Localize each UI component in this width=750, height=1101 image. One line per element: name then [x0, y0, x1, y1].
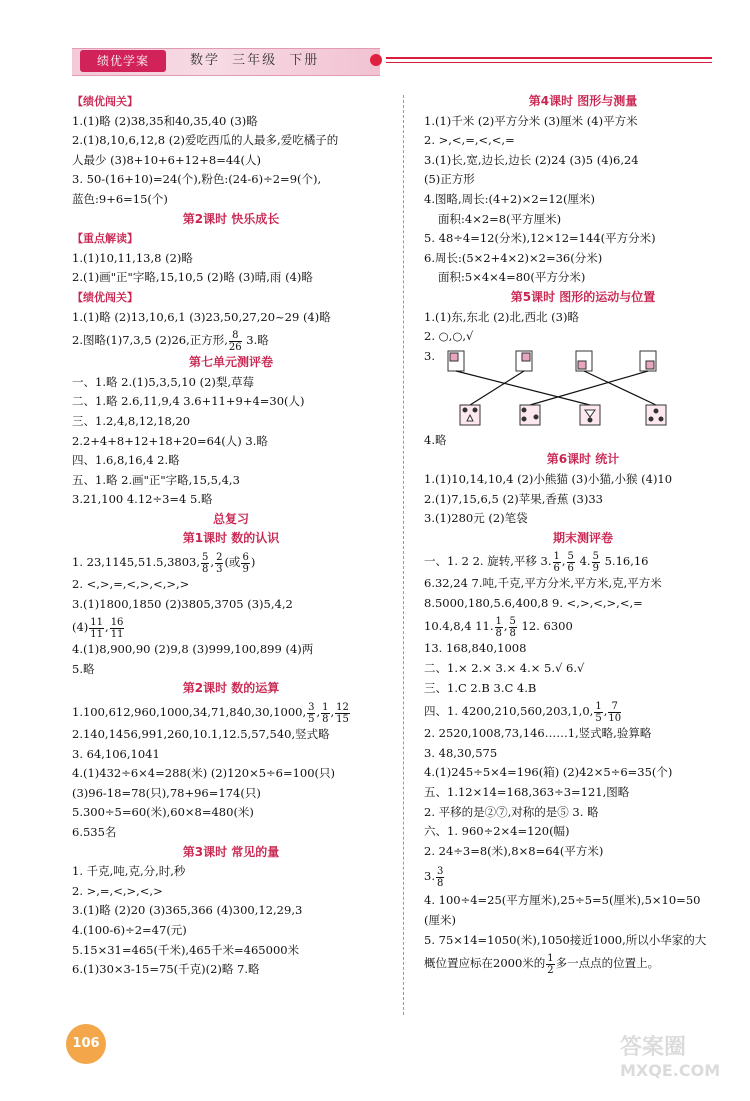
top-card-1 — [448, 351, 464, 371]
numerator: 1 — [495, 615, 502, 627]
answer-line: 4.(1)245÷5×4=196(箱) (2)42×5÷6=35(个) — [424, 765, 673, 780]
answer-text: 1. 23,1145,51.5,3803, — [72, 555, 201, 570]
answer-line: 2. 24÷3=8(米),8×8=64(平方米) — [424, 843, 604, 858]
column-divider — [403, 95, 404, 1015]
answer-text: , — [603, 704, 608, 719]
answer-line: 2. 平移的是②⑦,对称的是⑤ 3. 略 — [424, 804, 599, 819]
answer-line: 6.周长:(5×2+4×2)×2=36(分米) — [424, 250, 603, 265]
left-column — [72, 92, 390, 980]
numerator: 2 — [216, 551, 223, 563]
denominator: 5 — [595, 712, 602, 724]
answer-line: 3.21,100 4.12÷3=4 5.略 — [72, 492, 213, 507]
lesson-title: 第3课时 常见的量 — [182, 844, 280, 859]
answer-line: 1.(1)略 (2)38,35和40,35,40 (3)略 — [72, 113, 258, 128]
lesson-title: 第2课时 数的运算 — [182, 681, 280, 696]
numerator: 1 — [322, 701, 329, 713]
fraction — [335, 702, 350, 725]
answer-line: 面积:5×4×4=80(平方分米) — [438, 270, 586, 285]
denominator: 8 — [495, 627, 502, 639]
answer-line: 1.(1)10,14,10,4 (2)小熊猫 (3)小猫,小猴 (4)10 — [424, 471, 673, 486]
answer-line: 3. 50-(16+10)=24(个),粉色:(24-6)÷2=9(个), — [72, 172, 322, 187]
fraction — [215, 552, 223, 575]
top-card-2 — [516, 351, 532, 371]
answer-text: 四、1. 4200,210,560,203,1,0, — [424, 704, 594, 719]
answer-text: , — [210, 555, 215, 570]
answer-text: , — [330, 705, 335, 720]
answer-line: 2.2+4+8+12+18+20=64(人) 3.略 — [72, 433, 268, 448]
denominator: 11 — [110, 628, 124, 640]
answer-text: 4. — [575, 554, 591, 569]
bottom-card-4 — [646, 405, 666, 425]
section-tag: 【绩优闯关】 — [72, 290, 138, 304]
matching-figure — [444, 347, 674, 431]
answer-line: 3.(1)略 (2)20 (3)365,366 (4)300,12,29,3 — [72, 903, 303, 918]
top-card-4 — [640, 351, 656, 371]
section-tag: 【绩优闯关】 — [72, 95, 138, 108]
denominator: 8 — [202, 563, 209, 575]
fraction — [229, 330, 242, 353]
answer-line — [424, 548, 742, 574]
answer-line: 4.(1)432÷6×4=288(米) (2)120×5÷6=100(只) — [72, 766, 336, 781]
numerator: 11 — [90, 616, 104, 628]
fraction — [567, 551, 575, 574]
answer-line: 4.(1)8,900,90 (2)9,8 (3)999,100,899 (4)两 — [72, 642, 314, 657]
fraction — [201, 552, 209, 575]
header-dot — [370, 54, 382, 66]
denominator: 26 — [228, 341, 242, 353]
numerator: 8 — [229, 330, 242, 342]
fraction — [89, 617, 104, 640]
answer-line: 2. >,<,=,<,<,= — [424, 133, 515, 148]
answer-line: 五、1.略 2.画"正"字略,15,5,4,3 — [72, 472, 240, 487]
numerator: 5 — [567, 550, 574, 562]
fraction — [495, 616, 503, 639]
page-number: 106 — [66, 1024, 106, 1064]
denominator: 8 — [322, 713, 329, 725]
lesson-title: 第2课时 快乐成长 — [182, 211, 280, 226]
answer-line: 3.(1)1800,1850 (2)3805,3705 (3)5,4,2 — [72, 596, 293, 611]
unit-test-title: 第七单元测评卷 — [188, 355, 273, 370]
answer-line — [424, 613, 742, 639]
fraction — [321, 702, 329, 725]
numerator: 5 — [592, 550, 599, 562]
answer-line — [72, 699, 390, 725]
answer-text: ) — [250, 555, 256, 570]
lesson-title: 第1课时 数的认识 — [182, 531, 280, 546]
header-rule-thin — [386, 62, 712, 63]
answer-text: 多一点点的位置上。 — [555, 956, 660, 971]
numerator: 6 — [242, 551, 249, 563]
fraction — [594, 701, 602, 724]
answer-line — [424, 698, 742, 724]
answer-line: 3. 64,106,1041 — [72, 746, 160, 761]
numerator: 3 — [436, 865, 444, 877]
book-logo: 绩优学案 — [80, 50, 166, 72]
answer-line: 1. 千克,吨,克,分,时,秒 — [72, 864, 186, 879]
answer-line — [72, 614, 390, 640]
numerator: 3 — [308, 701, 315, 713]
answer-line: 3. 48,30,575 — [424, 745, 498, 760]
answer-line: 8.5000,180,5.6,400,8 9. <,>,<,>,<,= — [424, 595, 643, 610]
answer-text: 2.图略(1)7,3,5 (2)26,正方形, — [72, 333, 228, 348]
denominator: 6 — [567, 562, 574, 574]
answer-line: (厘米) — [424, 913, 456, 927]
answer-line: (5)正方形 — [424, 172, 475, 187]
answer-line: 一、1.略 2.(1)5,3,5,10 (2)梨,草莓 — [72, 374, 255, 389]
answer-text: 5.16,16 — [600, 554, 649, 569]
denominator: 9 — [592, 562, 599, 574]
answer-line: 五、1.12×14=168,363÷3=121,图略 — [424, 785, 630, 800]
answer-line: 二、1.略 2.6,11,9,4 3.6+11+9+4=30(人) — [72, 394, 305, 409]
numerator: 7 — [608, 701, 621, 713]
answer-line: 5.300÷5=60(米),60×8=480(米) — [72, 805, 254, 820]
denominator: 6 — [553, 562, 560, 574]
answer-line: 2.140,1456,991,260,10.1,12.5,57,540,竖式略 — [72, 727, 330, 742]
lesson-title: 第5课时 图形的运动与位置 — [510, 289, 656, 304]
matching-lines — [456, 371, 656, 405]
watermark — [620, 1030, 740, 1096]
answer-text: , — [316, 705, 321, 720]
answer-line: 5. 48÷4=12(分米),12×12=144(平方分米) — [424, 231, 656, 246]
answer-line: 5.略 — [72, 661, 95, 676]
answer-text: , — [503, 619, 508, 634]
fraction — [608, 701, 621, 724]
answer-text: (4) — [72, 620, 89, 635]
answer-text: 一、1. 2 2. 旋转,平移 3. — [424, 554, 552, 569]
answer-line: 2. <,>,=,<,>,<,>,> — [72, 577, 190, 592]
answer-line: 2.(1)画"正"字略,15,10,5 (2)略 (3)晴,雨 (4)略 — [72, 270, 313, 285]
answer-line — [424, 950, 742, 976]
answer-line: 人最少 (3)8+10+6+12+8=44(人) — [72, 152, 261, 167]
answer-text: , — [105, 620, 109, 635]
denominator: 11 — [90, 628, 104, 640]
answer-line: 1.(1)东,东北 (2)北,西北 (3)略 — [424, 309, 579, 324]
answer-text: 3.略 — [242, 333, 269, 348]
answer-line: (3)96-18=78(只),78+96=174(只) — [72, 785, 261, 800]
numerator: 1 — [595, 700, 602, 712]
answer-line — [424, 861, 742, 891]
page-header — [0, 42, 750, 78]
watermark-url: MXQE.COM — [620, 1061, 721, 1080]
final-test-title: 期末测评卷 — [552, 530, 613, 545]
section-tag: 【重点解读】 — [72, 232, 138, 246]
answer-line: 5. 75×14=1050(米),1050接近1000,所以小华家的大 — [424, 932, 707, 947]
answer-text: 10.4,8,4 11. — [424, 619, 494, 634]
fraction — [436, 866, 444, 889]
answer-line: 三、1.C 2.B 3.C 4.B — [424, 680, 537, 695]
answer-line: 面积:4×2=8(平方厘米) — [438, 211, 562, 226]
answer-line: 1.(1)千米 (2)平方分米 (3)厘米 (4)平方米 — [424, 113, 638, 128]
denominator: 10 — [608, 712, 622, 724]
denominator: 2 — [547, 964, 554, 976]
denominator: 5 — [308, 713, 315, 725]
denominator: 8 — [436, 877, 444, 889]
denominator: 3 — [216, 563, 223, 575]
bottom-card-1 — [460, 405, 480, 425]
fraction — [553, 551, 561, 574]
matching-diagram — [424, 347, 742, 431]
answer-line: 二、1.× 2.× 3.× 4.× 5.√ 6.√ — [424, 661, 585, 676]
book-title: 数学 三年级 下册 — [190, 53, 320, 68]
answer-line: 4. 100÷4=25(平方厘米),25÷5=5(厘米),5×10=50 — [424, 893, 701, 908]
fraction — [241, 552, 249, 575]
numerator: 16 — [110, 616, 124, 628]
bottom-card-2 — [520, 405, 540, 425]
watermark-text: 答案圈 — [620, 1035, 687, 1060]
answer-text: (或 — [224, 555, 241, 570]
answer-line: 六、1. 960÷2×4=120(幅) — [424, 824, 570, 839]
answer-line: 13. 168,840,1008 — [424, 641, 527, 656]
answer-line — [72, 327, 390, 353]
answer-text: , — [561, 554, 566, 569]
review-title: 总复习 — [212, 511, 249, 526]
answer-number: 3. — [424, 348, 435, 363]
fraction — [509, 616, 517, 639]
answer-text: 1.100,612,960,1000,34,71,840,30,1000, — [72, 705, 307, 720]
answer-line: 3.(1)长,宽,边长,边长 (2)24 (3)5 (4)6,24 — [424, 152, 639, 167]
lesson-title: 第4课时 图形与测量 — [528, 94, 638, 108]
answer-line: 6.535名 — [72, 825, 117, 839]
answer-line: 4.图略,周长:(4+2)×2=12(厘米) — [424, 191, 595, 206]
answer-line: 2. ○,○,√ — [424, 329, 474, 344]
answer-line: 5.15×31=465(千米),465千米=465000米 — [72, 942, 300, 957]
answer-line: 4.略 — [424, 432, 447, 447]
answer-text: 3. — [424, 869, 435, 884]
answer-text: 12. 6300 — [517, 619, 573, 634]
answer-line: 6.32,24 7.吨,千克,平方分米,平方米,克,平方米 — [424, 576, 662, 591]
bottom-card-3 — [580, 405, 600, 425]
answer-line: 1.(1)10,11,13,8 (2)略 — [72, 250, 193, 265]
answer-line: 2. >,=,<,>,<,> — [72, 883, 163, 898]
numerator: 5 — [509, 615, 516, 627]
lesson-title: 第6课时 统计 — [546, 452, 620, 467]
answer-line: 3.(1)280元 (2)笔袋 — [424, 511, 528, 526]
fraction — [546, 953, 554, 976]
answer-line: 四、1.6,8,16,4 2.略 — [72, 453, 180, 468]
header-rule — [386, 57, 712, 59]
fraction — [110, 617, 125, 640]
answer-text: 概位置应标在2000米的 — [424, 956, 546, 971]
denominator: 15 — [336, 713, 349, 725]
answer-line: 蓝色:9+6=15(个) — [72, 191, 168, 206]
fraction — [307, 702, 315, 725]
numerator: 1 — [553, 550, 560, 562]
answer-line: 4.(100-6)÷2=47(元) — [72, 922, 187, 937]
numerator: 1 — [547, 952, 554, 964]
answer-line: 2.(1)8,10,6,12,8 (2)爱吃西瓜的人最多,爱吃橘子的 — [72, 133, 339, 148]
numerator: 5 — [202, 551, 209, 563]
fraction — [592, 551, 600, 574]
answer-line: 2. 2520,1008,73,146……1,竖式略,验算略 — [424, 726, 652, 741]
answer-line — [72, 549, 390, 575]
right-column — [424, 92, 742, 976]
answer-line: 1.(1)略 (2)13,10,6,1 (3)23,50,27,20~29 (4)略 — [72, 309, 331, 324]
answer-line: 三、1.2,4,8,12,18,20 — [72, 413, 191, 428]
numerator: 12 — [336, 701, 349, 713]
top-card-3 — [576, 351, 592, 371]
denominator: 9 — [242, 563, 249, 575]
answer-line: 6.(1)30×3-15=75(千克)(2)略 7.略 — [72, 962, 260, 977]
answer-line: 2.(1)7,15,6,5 (2)苹果,香蕉 (3)33 — [424, 491, 603, 506]
denominator: 8 — [509, 627, 516, 639]
